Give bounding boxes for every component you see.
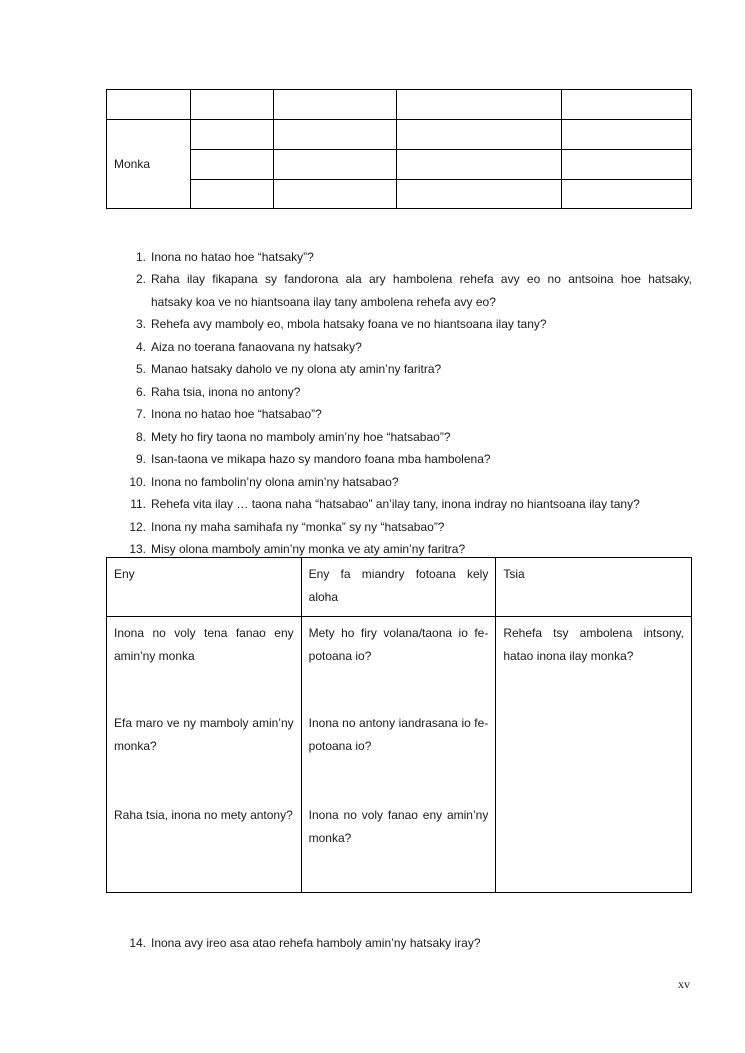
miandry-question-3: Inona no voly fanao eny amin’ny monka? bbox=[308, 808, 489, 845]
eny-question-2: Efa maro ve ny mamboly amin’ny monka? bbox=[114, 716, 294, 753]
table-row bbox=[107, 617, 692, 893]
table-row bbox=[107, 150, 692, 180]
miandry-question-1: Mety ho firy volana/taona io fe-potoana io? bbox=[308, 626, 489, 663]
tsia-cell bbox=[496, 617, 692, 893]
header-tsia: Tsia bbox=[496, 558, 692, 617]
row-label-monka: Monka bbox=[107, 120, 191, 209]
question-14-text: Inona avy ireo asa atao rehefa hamboly amin’ny hatsaky iray? bbox=[151, 936, 481, 950]
eny-cell bbox=[107, 617, 302, 893]
page-number: xv bbox=[678, 977, 690, 991]
table-row bbox=[107, 120, 692, 150]
table-row bbox=[107, 90, 692, 120]
question-14-number: 14. bbox=[129, 936, 146, 950]
miandry-cell bbox=[301, 617, 496, 893]
header-eny-miandry: Eny fa miandry fotoana kely aloha bbox=[301, 558, 496, 617]
eny-question-3: Raha tsia, inona no mety antony? bbox=[114, 808, 293, 822]
eny-question-1: Inona no voly tena fanao eny amin’ny monka bbox=[114, 626, 294, 663]
table-row bbox=[107, 180, 692, 209]
header-eny: Eny bbox=[107, 558, 302, 617]
answer-table bbox=[106, 557, 692, 893]
top-table bbox=[106, 89, 692, 209]
table-row bbox=[107, 558, 692, 617]
miandry-question-2: Inona no antony iandrasana io fe-potoana io? bbox=[308, 716, 489, 753]
tsia-question-1: Rehefa tsy ambolena intsony, hatao inona ilay monka? bbox=[503, 626, 684, 663]
